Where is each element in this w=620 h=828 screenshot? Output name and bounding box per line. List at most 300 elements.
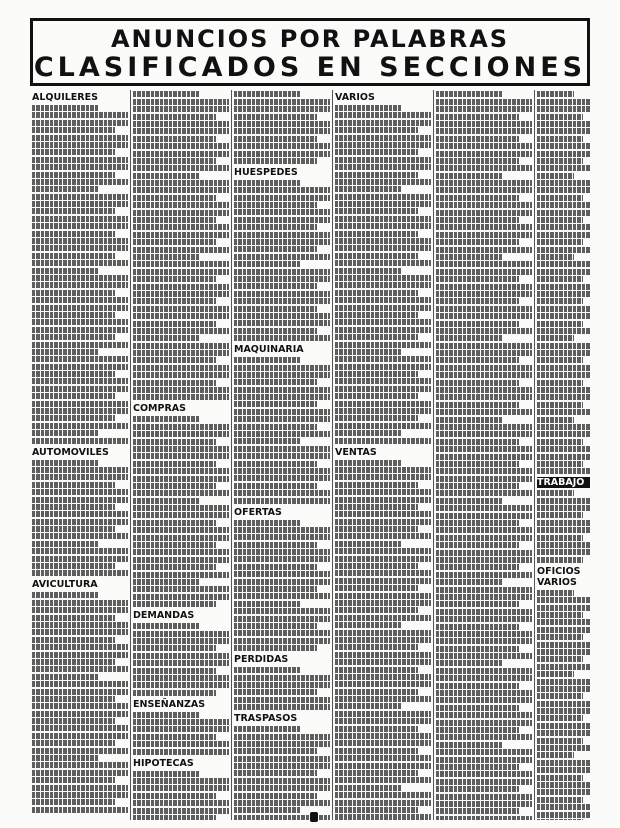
text-line	[436, 247, 532, 253]
text-line	[32, 297, 128, 303]
text-line	[537, 597, 590, 603]
text-line	[234, 697, 330, 703]
text-line	[335, 622, 402, 628]
text-line	[335, 482, 418, 488]
text-line	[32, 474, 128, 480]
text-line	[234, 394, 330, 400]
text-line	[32, 342, 128, 348]
text-line	[436, 409, 532, 415]
text-line	[234, 793, 317, 799]
column-rule	[130, 90, 131, 820]
text-line	[335, 703, 402, 709]
text-line	[537, 664, 590, 670]
text-line	[32, 142, 128, 148]
text-line	[133, 165, 229, 171]
text-line	[436, 431, 532, 437]
text-line	[537, 804, 590, 810]
text-line	[436, 394, 532, 400]
text-line	[335, 733, 431, 739]
text-line	[133, 424, 229, 430]
text-line	[335, 238, 431, 244]
text-line	[133, 505, 229, 511]
text-line	[436, 165, 532, 171]
text-line	[133, 306, 229, 312]
text-line	[133, 668, 216, 674]
text-line	[234, 807, 301, 813]
text-line	[335, 711, 431, 717]
text-line	[335, 297, 431, 303]
text-line	[537, 797, 583, 803]
text-line	[436, 794, 532, 800]
ad-block	[537, 590, 590, 820]
text-line	[436, 276, 519, 282]
section-heading-traspasos: TRASPASOS	[234, 713, 298, 725]
text-line	[234, 91, 301, 97]
text-line	[133, 143, 229, 149]
text-line	[133, 453, 229, 459]
text-line	[537, 284, 590, 290]
text-line	[234, 416, 330, 422]
text-line	[335, 578, 431, 584]
text-line	[537, 549, 590, 555]
text-line	[335, 164, 431, 170]
text-line	[335, 253, 418, 259]
text-line	[335, 474, 431, 480]
text-line	[32, 223, 128, 229]
text-line	[234, 748, 317, 754]
text-line	[234, 269, 330, 275]
text-line	[436, 505, 532, 511]
text-line	[436, 720, 532, 726]
text-line	[537, 812, 590, 818]
text-line	[335, 415, 418, 421]
text-line	[436, 217, 519, 223]
text-line	[537, 224, 590, 230]
text-line	[32, 770, 128, 776]
text-line	[234, 409, 330, 415]
text-line	[234, 770, 317, 776]
text-line	[436, 291, 532, 297]
text-line	[537, 365, 590, 371]
text-line	[335, 718, 431, 724]
text-line	[234, 151, 330, 157]
text-line	[537, 619, 590, 625]
text-line	[335, 179, 431, 185]
ad-block	[537, 91, 590, 474]
text-line	[436, 328, 532, 334]
text-line	[537, 760, 590, 766]
text-line	[32, 172, 115, 178]
text-line	[335, 430, 402, 436]
text-line	[436, 705, 519, 711]
text-line	[537, 291, 590, 297]
text-line	[537, 121, 590, 127]
text-line	[133, 690, 216, 696]
ad-block	[234, 726, 330, 820]
text-line	[234, 527, 330, 533]
text-line	[32, 305, 128, 311]
text-line	[32, 260, 128, 266]
text-line	[32, 105, 99, 111]
text-line	[32, 755, 99, 761]
text-line	[436, 461, 519, 467]
text-line	[436, 210, 532, 216]
text-line	[234, 593, 330, 599]
text-line	[32, 149, 115, 155]
text-line	[133, 91, 200, 97]
section-heading-avicultura: AVICULTURA	[32, 579, 98, 591]
text-line	[32, 666, 128, 672]
text-line	[234, 143, 330, 149]
text-line	[32, 356, 128, 362]
text-line	[133, 527, 229, 533]
text-line	[335, 194, 431, 200]
text-line	[335, 216, 431, 222]
text-line	[234, 438, 301, 444]
text-line	[335, 689, 418, 695]
text-line	[436, 261, 532, 267]
masthead	[30, 18, 590, 86]
text-line	[234, 475, 330, 481]
text-line	[32, 504, 115, 510]
text-line	[335, 290, 418, 296]
text-line	[133, 239, 216, 245]
text-line	[436, 439, 519, 445]
text-line	[32, 659, 115, 665]
text-line	[436, 350, 532, 356]
text-line	[32, 371, 115, 377]
text-line	[436, 128, 532, 134]
text-line	[335, 282, 431, 288]
text-line	[537, 679, 590, 685]
section-heading-maquinaria: MAQUINARIA	[234, 344, 304, 356]
text-line	[133, 365, 229, 371]
text-line	[537, 306, 590, 312]
section-heading-alquileres: ALQUILERES	[32, 92, 98, 103]
text-line	[32, 245, 128, 251]
text-line	[335, 785, 402, 791]
text-line	[335, 371, 418, 377]
text-line	[32, 164, 128, 170]
text-line	[32, 386, 128, 392]
text-line	[537, 187, 590, 193]
text-line	[32, 615, 115, 621]
text-line	[436, 771, 532, 777]
text-line	[537, 454, 590, 460]
text-line	[335, 681, 431, 687]
text-line	[436, 402, 519, 408]
text-line	[234, 99, 330, 105]
text-line	[234, 217, 330, 223]
text-line	[234, 372, 330, 378]
text-line	[133, 276, 216, 282]
text-line	[537, 612, 583, 618]
text-line	[32, 460, 99, 466]
text-line	[537, 394, 590, 400]
text-line	[133, 121, 229, 127]
text-line	[335, 548, 431, 554]
text-line	[537, 642, 590, 648]
text-line	[32, 519, 128, 525]
text-line	[133, 431, 229, 437]
text-line	[537, 752, 574, 758]
text-line	[234, 446, 330, 452]
ad-block	[32, 592, 128, 812]
text-line	[537, 605, 590, 611]
text-line	[32, 725, 128, 731]
text-line	[537, 431, 590, 437]
text-line	[335, 763, 431, 769]
ad-block	[234, 520, 330, 652]
column-5	[436, 90, 532, 820]
text-line	[436, 816, 532, 820]
text-line	[133, 564, 216, 570]
text-line	[234, 534, 330, 540]
text-line	[32, 792, 128, 798]
text-line	[32, 526, 115, 532]
text-line	[335, 585, 418, 591]
text-line	[335, 563, 418, 569]
text-line	[436, 143, 532, 149]
text-line	[234, 756, 330, 762]
text-line	[537, 357, 583, 363]
text-line	[537, 590, 574, 596]
ad-block	[234, 667, 330, 710]
text-line	[133, 136, 216, 142]
ad-block	[234, 357, 330, 503]
text-line	[234, 785, 330, 791]
text-line	[335, 674, 431, 680]
text-line	[32, 349, 99, 355]
text-line	[335, 637, 431, 643]
text-line	[133, 771, 200, 777]
text-line	[436, 417, 503, 423]
text-line	[537, 106, 590, 112]
text-line	[335, 305, 431, 311]
text-line	[234, 254, 330, 260]
text-line	[436, 91, 503, 97]
text-line	[335, 149, 418, 155]
column-1	[32, 90, 128, 820]
text-line	[32, 194, 128, 200]
text-line	[537, 671, 574, 677]
text-line	[32, 135, 128, 141]
text-line	[537, 402, 583, 408]
text-line	[133, 557, 229, 563]
text-line	[133, 594, 229, 600]
text-line	[537, 424, 590, 430]
text-line	[436, 114, 519, 120]
text-line	[234, 630, 330, 636]
text-line	[133, 446, 229, 452]
section-heading-oficios: OFICIOS VARIOS	[537, 565, 581, 588]
text-line	[32, 364, 128, 370]
column-2	[133, 90, 229, 820]
text-line	[133, 749, 229, 755]
text-line	[537, 693, 583, 699]
text-line	[32, 290, 115, 296]
text-line	[537, 180, 590, 186]
text-line	[32, 415, 115, 421]
text-line	[335, 438, 431, 444]
text-line	[32, 282, 128, 288]
text-line	[436, 653, 532, 659]
text-line	[335, 667, 418, 673]
text-line	[335, 245, 431, 251]
text-line	[436, 254, 503, 260]
text-line	[436, 550, 532, 556]
text-line	[32, 208, 115, 214]
column-rule	[534, 90, 535, 820]
text-line	[234, 180, 301, 186]
text-line	[436, 269, 532, 275]
text-line	[234, 800, 330, 806]
text-line	[537, 321, 583, 327]
ad-block	[133, 771, 229, 820]
text-line	[436, 454, 532, 460]
text-line	[537, 730, 590, 736]
text-line	[133, 549, 229, 555]
text-line	[234, 195, 330, 201]
text-line	[234, 490, 330, 496]
text-line	[335, 740, 431, 746]
text-line	[133, 719, 229, 725]
text-line	[234, 335, 330, 341]
text-line	[335, 408, 431, 414]
text-line	[335, 120, 431, 126]
masthead-line-1: ANUNCIOS POR PALABRAS	[110, 25, 510, 53]
text-line	[537, 298, 583, 304]
text-line	[436, 372, 532, 378]
text-line	[436, 306, 532, 312]
text-line	[133, 623, 200, 629]
column-rule	[433, 90, 434, 820]
text-line	[436, 99, 532, 105]
text-line	[436, 786, 519, 792]
text-line	[234, 298, 330, 304]
text-line	[133, 579, 200, 585]
text-line	[436, 498, 503, 504]
text-line	[234, 564, 317, 570]
text-line	[32, 622, 128, 628]
text-line	[32, 334, 115, 340]
text-line	[234, 498, 330, 504]
text-line	[32, 548, 128, 554]
text-line	[537, 195, 583, 201]
text-line	[32, 179, 128, 185]
text-line	[436, 380, 519, 386]
text-line	[32, 216, 128, 222]
text-line	[537, 468, 590, 474]
text-line	[537, 715, 583, 721]
text-line	[537, 128, 590, 134]
text-line	[133, 483, 216, 489]
text-line	[32, 127, 115, 133]
section-heading-compras: COMPRAS	[133, 403, 186, 415]
text-line	[234, 734, 330, 740]
text-line	[133, 106, 229, 112]
text-line	[436, 136, 519, 142]
text-line	[32, 120, 128, 126]
text-line	[133, 151, 229, 157]
text-line	[436, 557, 532, 563]
text-line	[436, 195, 519, 201]
text-line	[335, 755, 431, 761]
text-line	[32, 644, 128, 650]
text-line	[436, 343, 532, 349]
text-line	[32, 408, 128, 414]
text-line	[436, 734, 532, 740]
text-line	[436, 624, 519, 630]
text-line	[436, 712, 532, 718]
text-line	[436, 535, 532, 541]
text-line	[335, 556, 431, 562]
text-line	[335, 644, 418, 650]
text-line	[537, 387, 590, 393]
text-line	[537, 490, 574, 496]
text-line	[335, 800, 431, 806]
text-line	[32, 556, 128, 562]
text-line	[234, 556, 330, 562]
text-line	[537, 409, 590, 415]
text-line	[537, 498, 590, 504]
text-line	[436, 298, 519, 304]
text-line	[537, 335, 574, 341]
ad-block	[133, 416, 229, 607]
text-line	[436, 232, 532, 238]
text-line	[537, 269, 590, 275]
text-line	[234, 616, 330, 622]
text-line	[234, 682, 330, 688]
text-line	[234, 261, 301, 267]
text-line	[436, 151, 532, 157]
text-line	[32, 570, 128, 576]
text-line	[537, 767, 590, 773]
text-line	[234, 114, 317, 120]
text-line	[133, 535, 229, 541]
text-line	[32, 253, 115, 259]
text-line	[537, 417, 574, 423]
text-line	[436, 424, 532, 430]
text-line	[335, 696, 431, 702]
text-line	[335, 105, 402, 111]
text-line	[335, 511, 431, 517]
text-line	[436, 321, 519, 327]
text-line	[436, 638, 532, 644]
text-line	[32, 785, 128, 791]
text-line	[133, 202, 229, 208]
text-line	[436, 572, 532, 578]
text-line	[32, 696, 115, 702]
text-line	[537, 232, 590, 238]
section-heading-perdidas: PERDIDAS	[234, 654, 289, 666]
text-line	[32, 393, 115, 399]
text-line	[133, 638, 229, 644]
text-line	[335, 157, 431, 163]
text-line	[436, 727, 519, 733]
text-line	[436, 749, 532, 755]
text-line	[335, 814, 431, 820]
text-line	[32, 762, 128, 768]
text-line	[436, 697, 532, 703]
text-line	[537, 708, 590, 714]
text-line	[133, 645, 216, 651]
text-line	[234, 520, 301, 526]
text-line	[234, 283, 317, 289]
text-line	[32, 592, 99, 598]
text-line	[133, 712, 200, 718]
text-line	[537, 446, 590, 452]
